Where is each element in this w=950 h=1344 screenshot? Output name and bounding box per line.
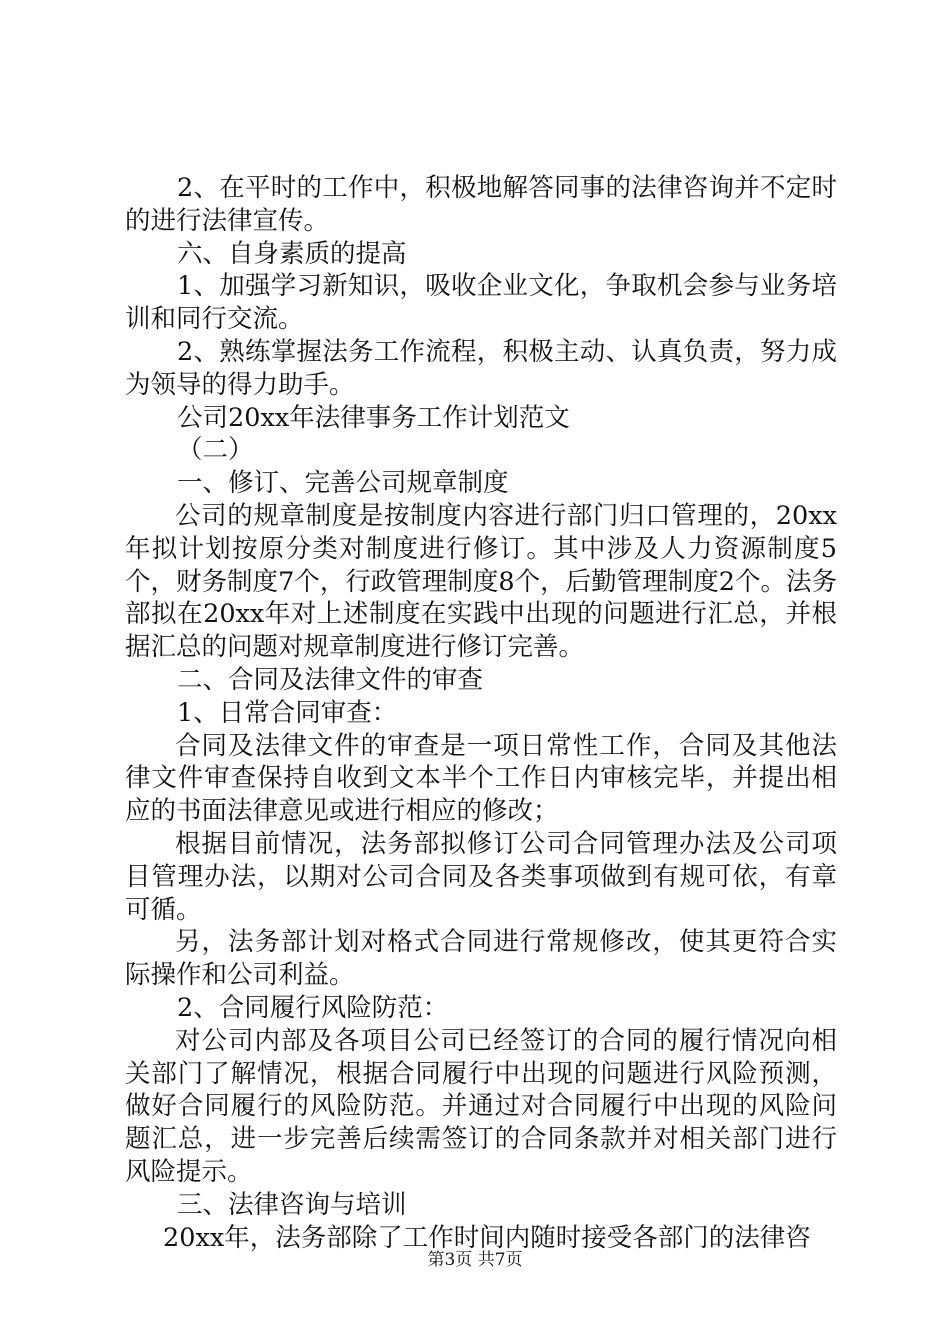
subsection-heading: 2、合同履行风险防范： — [177, 992, 449, 1023]
document-subtitle: （二） — [177, 435, 254, 466]
paragraph: 合同及法律文件的审查是一项日常性工作，合同及其他法律文件审查保持自收到文本半个工作日内审核完毕，并提出相应的书面法律意见或进行相应的修改； — [125, 730, 837, 827]
paragraph: 公司的规章制度是按制度内容进行部门归口管理的，20xx年拟计划按原分类对制度进行修订。其中涉及人力资源制度5个，财务制度7个，行政管理制度8个，后勤管理制度2个。法务部拟在20xx年对上述制度在实践中出现的问题进行汇总，并根据汇总的问题对规章制度进行修订完善。 — [125, 500, 837, 663]
paragraph: 根据目前情况，法务部拟修订公司合同管理办法及公司项目管理办法，以期对公司合同及各类事项做到有规可依，有章可循。 — [125, 828, 837, 925]
paragraph: 1、加强学习新知识，吸收企业文化，争取机会参与业务培训和同行交流。 — [125, 271, 837, 335]
paragraph: 2、在平时的工作中，积极地解答同事的法律咨询并不定时的进行法律宣传。 — [125, 173, 837, 236]
section-heading: 三、法律咨询与培训 — [177, 1189, 407, 1220]
paragraph: 20xx年，法务部除了工作时间内随时接受各部门的法律咨 — [163, 1222, 811, 1253]
paragraph: 对公司内部及各项目公司已经签订的合同的履行情况向相关部门了解情况，根据合同履行中出现的问题进行风险预测，做好合同履行的风险防范。并通过对合同履行中出现的风险问题汇总，进一步完善后续需签订的合同条款并对相关部门进行风险提示。 — [125, 1025, 837, 1187]
section-heading: 一、修订、完善公司规章制度 — [177, 468, 509, 499]
section-heading: 二、合同及法律文件的审查 — [177, 664, 484, 695]
section-heading: 六、自身素质的提高 — [177, 238, 407, 269]
page-footer: 第3页 共7页 — [427, 1250, 523, 1270]
paragraph: 另，法务部计划对格式合同进行常规修改，使其更符合实际操作和公司利益。 — [125, 927, 837, 991]
document-title: 公司20xx年法律事务工作计划范文 — [177, 402, 570, 433]
paragraph: 2、熟练掌握法务工作流程，积极主动、认真负责，努力成为领导的得力助手。 — [125, 336, 837, 400]
document-body — [125, 172, 837, 1254]
subsection-heading: 1、日常合同审查： — [177, 697, 398, 728]
